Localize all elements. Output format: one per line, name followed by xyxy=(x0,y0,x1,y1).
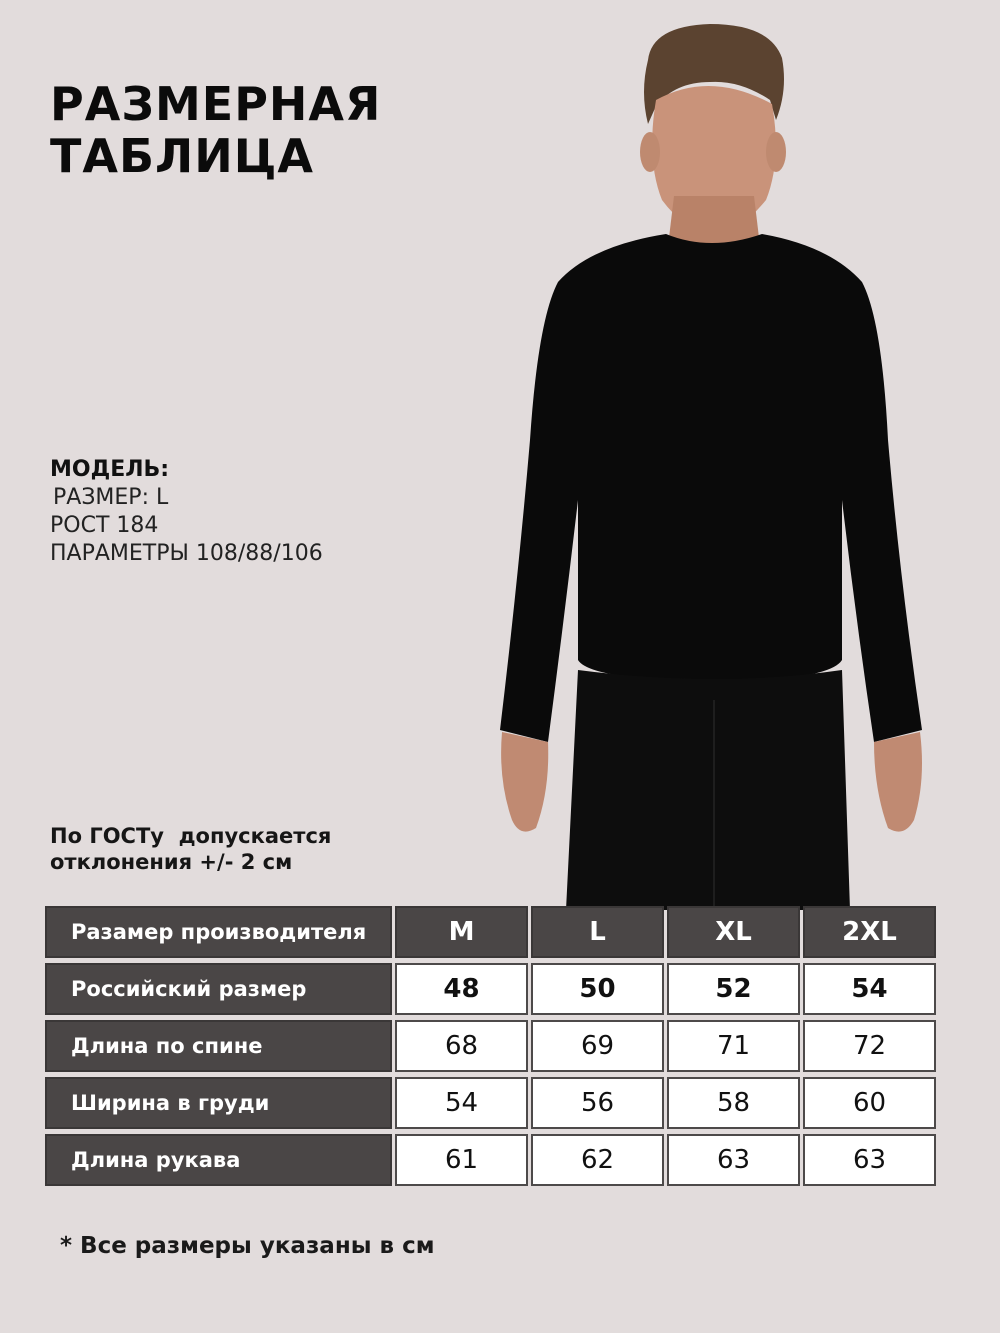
table-header-row xyxy=(45,906,939,958)
table-cell: 58 xyxy=(667,1077,800,1129)
gost-note xyxy=(50,823,331,875)
table-cell: 63 xyxy=(667,1134,800,1186)
left-hand xyxy=(501,732,548,832)
size-table xyxy=(45,906,939,1191)
header-size-m: M xyxy=(395,906,528,958)
title-line-2: ТАБЛИЦА xyxy=(50,129,315,183)
model-size: РАЗМЕР: L xyxy=(53,485,169,510)
table-cell: 68 xyxy=(395,1020,528,1072)
sweater xyxy=(500,234,922,742)
header-size-l: L xyxy=(531,906,664,958)
table-cell: 60 xyxy=(803,1077,936,1129)
table-cell: 52 xyxy=(667,963,800,1015)
table-cell: 71 xyxy=(667,1020,800,1072)
table-row xyxy=(45,1020,939,1072)
header-label: Разамер производителя xyxy=(45,906,392,958)
right-hand xyxy=(874,732,922,832)
row-label: Российский размер xyxy=(45,963,392,1015)
table-row xyxy=(45,963,939,1015)
model-params: ПАРАМЕТРЫ 108/88/106 xyxy=(50,541,323,566)
footnote: * Все размеры указаны в см xyxy=(60,1233,435,1259)
gost-line-2: отклонения +/- 2 см xyxy=(50,850,293,874)
gost-line-1: По ГОСТу допускается xyxy=(50,824,332,848)
model-heading: МОДЕЛЬ: xyxy=(50,457,170,482)
table-cell: 69 xyxy=(531,1020,664,1072)
model-info xyxy=(50,456,323,568)
header-size-xl: XL xyxy=(667,906,800,958)
table-cell: 54 xyxy=(803,963,936,1015)
page-title xyxy=(50,78,381,182)
table-cell: 48 xyxy=(395,963,528,1015)
model-photo xyxy=(470,20,970,910)
table-cell: 62 xyxy=(531,1134,664,1186)
model-height: РОСТ 184 xyxy=(50,513,159,538)
row-label: Длина рукава xyxy=(45,1134,392,1186)
table-cell: 63 xyxy=(803,1134,936,1186)
header-size-2xl: 2XL xyxy=(803,906,936,958)
table-cell: 56 xyxy=(531,1077,664,1129)
table-cell: 72 xyxy=(803,1020,936,1072)
neck xyxy=(668,196,760,246)
trousers xyxy=(566,670,850,910)
row-label: Длина по спине xyxy=(45,1020,392,1072)
table-cell: 50 xyxy=(531,963,664,1015)
row-label: Ширина в груди xyxy=(45,1077,392,1129)
table-cell: 54 xyxy=(395,1077,528,1129)
title-line-1: РАЗМЕРНАЯ xyxy=(50,77,382,131)
table-cell: 61 xyxy=(395,1134,528,1186)
table-row xyxy=(45,1134,939,1186)
table-row xyxy=(45,1077,939,1129)
